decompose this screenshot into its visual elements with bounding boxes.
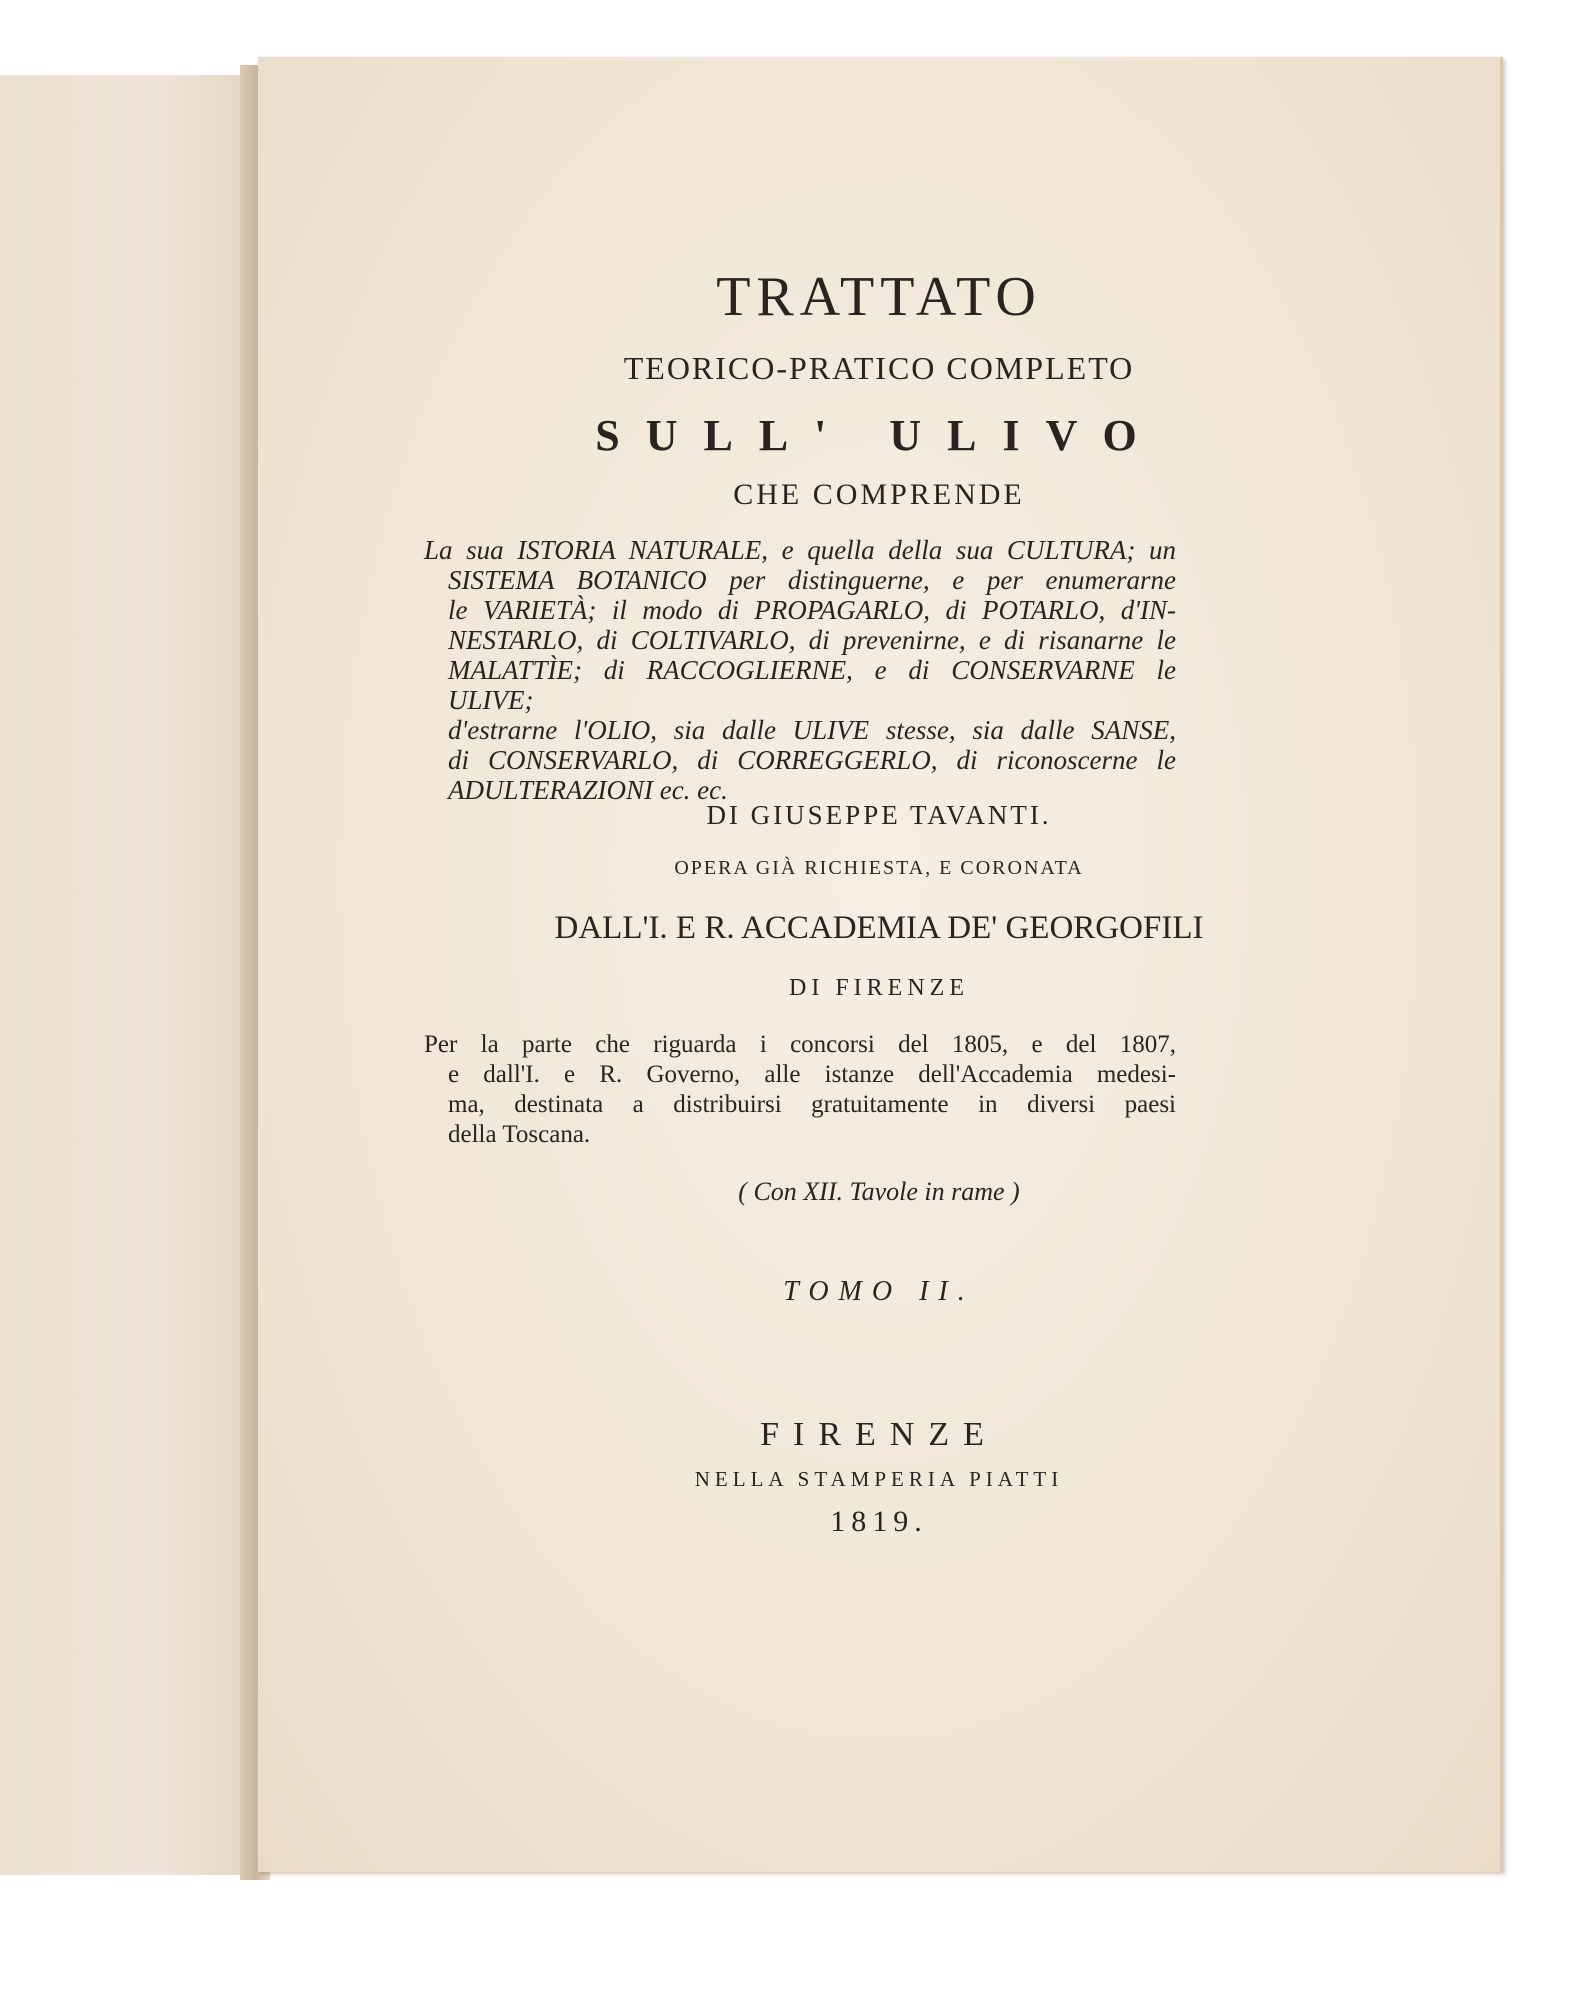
award-line: OPERA GIÀ RICHIESTA, E CORONATA bbox=[674, 857, 1084, 879]
academy-city: DI FIRENZE bbox=[789, 975, 969, 1001]
book-title: TRATTATO bbox=[716, 266, 1042, 328]
imprint-year: 1819. bbox=[830, 1505, 928, 1538]
book-subject: SULL' ULIVO bbox=[595, 411, 1163, 460]
academy: DALL'I. E R. ACCADEMIA DE' GEORGOFILI bbox=[554, 910, 1204, 946]
note-line: e dall'I. e R. Governo, alle istanze dell'Accademia medesi- bbox=[448, 1061, 1176, 1088]
description-line: SISTEMA BOTANICO per distinguerne, e per enumerarne bbox=[448, 565, 1176, 595]
description-line: d'estrarne l'OLIO, sia dalle ULIVE stesse, sia dalle SANSE, bbox=[448, 715, 1176, 745]
volume-number: TOMO II. bbox=[783, 1276, 975, 1307]
description-line: le VARIETÀ; il modo di PROPAGARLO, di POTARLO, d'IN- bbox=[448, 595, 1176, 625]
note-line: Per la parte che riguarda i concorsi del 1805, e del 1807, bbox=[424, 1031, 1176, 1058]
note-line: della Toscana. bbox=[448, 1121, 591, 1148]
left-page bbox=[0, 75, 262, 1875]
imprint-printer: NELLA STAMPERIA PIATTI bbox=[694, 1467, 1064, 1491]
book-subtitle: TEORICO-PRATICO COMPLETO bbox=[623, 350, 1135, 386]
intro-line: CHE COMPRENDE bbox=[733, 478, 1025, 511]
imprint-city: FIRENZE bbox=[760, 1416, 998, 1453]
description-line: ADULTERAZIONI ec. ec. bbox=[448, 775, 728, 805]
plates-note: ( Con XII. Tavole in rame ) bbox=[738, 1177, 1020, 1206]
note-paragraph bbox=[424, 1030, 1176, 1150]
note-line: ma, destinata a distribuirsi gratuitamente in diversi paesi bbox=[448, 1091, 1176, 1118]
description-line: di CONSERVARLO, di CORREGGERLO, di riconoscerne le bbox=[448, 745, 1176, 775]
description-line: La sua ISTORIA NATURALE, e quella della sua CULTURA; un bbox=[424, 535, 1176, 565]
description-paragraph bbox=[424, 535, 1176, 805]
author: DI GIUSEPPE TAVANTI. bbox=[706, 800, 1052, 830]
description-line: NESTARLO, di COLTIVARLO, di prevenirne, e di risanarne le bbox=[448, 625, 1176, 655]
description-line: MALATTÌE; di RACCOGLIERNE, e di CONSERVARNE le ULIVE; bbox=[448, 655, 1176, 715]
title-page bbox=[258, 57, 1503, 1872]
